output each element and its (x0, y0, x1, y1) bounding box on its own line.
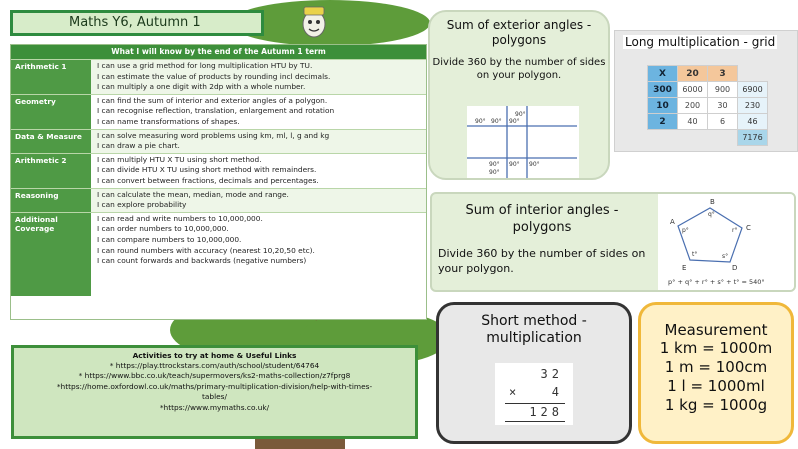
row-items (91, 189, 426, 212)
grid-cell: 230 (738, 98, 768, 114)
row-category: Reasoning (11, 189, 91, 212)
product: 128 (529, 405, 563, 419)
link-ttrockstars[interactable]: * https://play.ttrockstars.com/auth/school/student/64764 (109, 361, 320, 370)
list-item: I can calculate the mean, median, mode and range. (97, 189, 289, 199)
vertex-label: A (670, 218, 675, 226)
grid-cell: 6000 (678, 82, 708, 98)
row-category: Data & Measure (11, 130, 91, 153)
table-row (11, 212, 426, 296)
row-category: Additional Coverage (11, 213, 91, 296)
grid-title: Long multiplication - grid (625, 35, 776, 49)
grid-cell: 40 (678, 114, 708, 130)
grid-cell: 10 (648, 98, 678, 114)
list-item: I can order numbers to 10,000,000. (97, 224, 229, 234)
row-items (91, 60, 426, 94)
grid-cell: 3 (708, 66, 738, 82)
link-bbc-supermovers[interactable]: * https://www.bbc.co.uk/teach/supermovers/ks2-maths-collection/z7fprg8 (78, 371, 351, 381)
table-row (11, 188, 426, 212)
row-items (91, 154, 426, 188)
multiplicand: 32 (540, 367, 563, 381)
table-header: What I will know by the end of the Autumn 1 term (11, 45, 426, 59)
angle-label: p° (682, 227, 689, 234)
table-row (11, 129, 426, 153)
list-item: I can convert between fractions, decimals and percentages. (97, 175, 319, 185)
pentagon-diagram (658, 194, 794, 290)
interior-title: Sum of interior angles - polygons (465, 203, 619, 235)
table-row (11, 94, 426, 129)
angle-equation: p° + q° + r° + s° + t° = 540° (668, 278, 765, 286)
row-category: Arithmetic 1 (11, 60, 91, 94)
list-item: I can explore probability (97, 200, 187, 210)
row-items (91, 213, 426, 296)
angle-label: q° (708, 211, 715, 218)
list-item: I can count forwards and backwards (negative numbers) (97, 256, 307, 266)
angle-label: 90° (509, 118, 520, 125)
row-category: Arithmetic 2 (11, 154, 91, 188)
long-multiplication-panel (614, 30, 798, 152)
activities-title: Activities to try at home & Useful Links (132, 351, 297, 360)
exterior-angle-diagram (467, 106, 579, 178)
list-item: I can read and write numbers to 10,000,000. (97, 213, 263, 223)
measurement-title: Measurement (664, 321, 768, 339)
link-mymaths[interactable]: *https://www.mymaths.co.uk/ (159, 402, 270, 412)
measurement-line: 1 m = 100cm (664, 358, 768, 376)
angle-label: t° (692, 251, 698, 258)
interior-angles-panel (430, 192, 796, 292)
vertex-label: E (682, 264, 687, 272)
exterior-angles-panel (428, 10, 610, 180)
row-items (91, 95, 426, 129)
list-item: I can recognise reflection, translation, enlargement and rotation (97, 106, 335, 116)
multiplier: 4 (551, 385, 563, 399)
interior-text: Divide 360 by the number of sides on your polygon. (438, 247, 646, 275)
vertex-label: C (746, 224, 751, 232)
vertex-label: B (710, 198, 715, 206)
measurement-panel (638, 302, 794, 444)
short-method-example (495, 363, 573, 425)
vertex-label: D (732, 264, 738, 272)
list-item: I can draw a pie chart. (97, 141, 180, 151)
grid-cell: 20 (678, 66, 708, 82)
short-title: Short method - multiplication (481, 313, 587, 346)
angle-label: 90° (489, 161, 500, 168)
list-item: I can name transformations of shapes. (97, 116, 240, 126)
list-item: I can divide HTU X TU using short method with remainders. (97, 165, 317, 175)
list-item: I can find the sum of interior and exterior angles of a polygon. (97, 95, 328, 105)
table-row (11, 153, 426, 188)
times-icon: × (509, 385, 517, 399)
grid-cell: 300 (648, 82, 678, 98)
grid-table (647, 65, 768, 146)
table-row (11, 59, 426, 94)
link-oxfordowl-cont[interactable]: tables/ (201, 392, 228, 402)
exterior-title: Sum of exterior angles - polygons (446, 18, 592, 47)
grid-total: 7176 (738, 130, 768, 146)
mascot-icon (298, 2, 330, 38)
list-item: I can estimate the value of products by rounding incl decimals. (97, 71, 331, 81)
angle-label: 90° (529, 161, 540, 168)
angle-label: 90° (509, 161, 520, 168)
list-item: I can multiply HTU X TU using short method. (97, 154, 262, 164)
grid-cell: 30 (708, 98, 738, 114)
exterior-text: Divide 360 by the number of sides on your polygon. (432, 57, 606, 81)
measurement-line: 1 kg = 1000g (664, 396, 768, 414)
knowledge-table (10, 44, 427, 320)
angle-label: 90° (491, 118, 502, 125)
grid-cell: X (648, 66, 678, 82)
list-item: I can use a grid method for long multiplication HTU by TU. (97, 61, 313, 70)
angle-label: 90° (515, 111, 526, 118)
angle-label: 90° (489, 169, 500, 176)
grid-cell: 6900 (738, 82, 768, 98)
page-title: Maths Y6, Autumn 1 (69, 15, 201, 30)
angle-label: r° (732, 227, 738, 234)
measurement-line: 1 l = 1000ml (667, 377, 765, 395)
grid-cell: 46 (738, 114, 768, 130)
grid-cell: 6 (708, 114, 738, 130)
page-title-box (10, 10, 264, 36)
activities-box (11, 345, 418, 439)
sum-line (505, 403, 565, 404)
link-oxfordowl[interactable]: *https://home.oxfordowl.co.uk/maths/primary-multiplication-division/help-with-times- (56, 381, 373, 391)
grid-cell: 2 (648, 114, 678, 130)
row-items (91, 130, 426, 153)
row-category: Geometry (11, 95, 91, 129)
list-item: I can solve measuring word problems using km, ml, l, g and kg (97, 130, 330, 140)
grid-cell: 900 (708, 82, 738, 98)
sum-line (505, 421, 565, 422)
grid-cell: 200 (678, 98, 708, 114)
list-item: I can compare numbers to 10,000,000. (97, 234, 242, 244)
short-method-panel (436, 302, 632, 444)
list-item: I can multiply a one digit with 2dp with a whole number. (97, 82, 306, 92)
measurement-line: 1 km = 1000m (659, 339, 773, 357)
angle-label: s° (722, 253, 729, 260)
list-item: I can round numbers with accuracy (nearest 10,20,50 etc). (97, 245, 315, 255)
angle-label: 90° (475, 118, 486, 125)
